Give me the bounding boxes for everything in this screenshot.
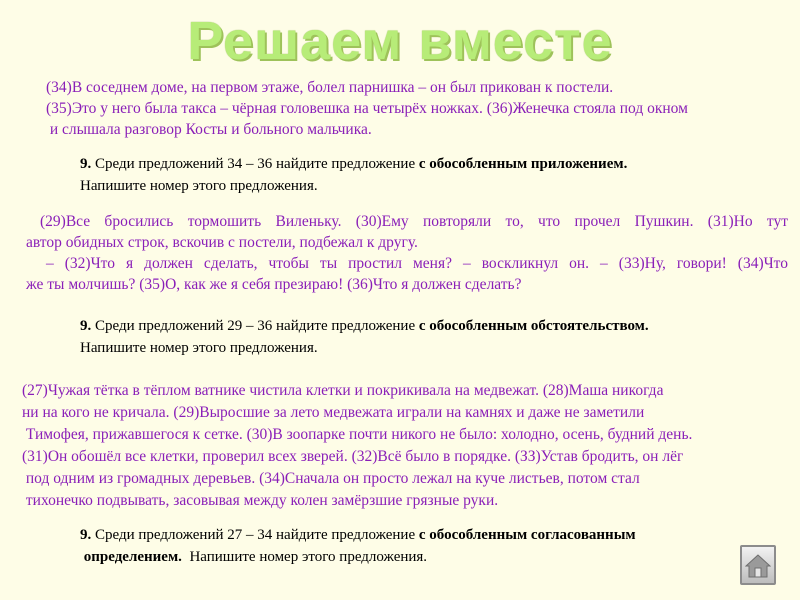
home-button[interactable] xyxy=(740,545,776,585)
task-3-bold: с обособленным согласованным xyxy=(418,527,636,543)
task-2-line-2: Напишите номер этого предложения. xyxy=(80,340,318,356)
excerpt-2-line-2: автор обидных строк, вскочив с постели, подбежал к другу. xyxy=(26,234,418,251)
task-3-number: 9. xyxy=(80,527,92,543)
excerpt-3-line-3: Тимофея, прижавшегося к сетке. (30)В зоопарке почти никого не было: холодно, осень, будний день. xyxy=(22,426,693,443)
task-1-text: Среди предложений 34 – 36 найдите предложение xyxy=(91,156,419,172)
excerpt-3-line-2: ни на кого не кричала. (29)Выросшие за лето медвежата играли на камнях и даже не заметили xyxy=(22,404,645,421)
task-1 xyxy=(80,153,627,175)
excerpt-2-line-3: – (32)Что я должен сделать, чтобы ты простил меня? – воскликнул он. – (33)Ну, говори! (34)Что xyxy=(46,255,788,272)
excerpt-3-line-4: (31)Он обошёл все клетки, проверил всех зверей. (32)Всё было в порядке. (ЗЗ)Устав бродить, он лёг xyxy=(22,448,684,465)
home-icon xyxy=(745,553,771,579)
task-2-number: 9. xyxy=(80,318,92,334)
task-1-bold: с обособленным приложением. xyxy=(418,156,628,172)
excerpt-2-line-4: же ты молчишь? (35)О, как же я себя презираю! (36)Что я должен сделать? xyxy=(26,276,522,293)
task-1-number: 9. xyxy=(80,156,92,172)
excerpt-3-line-5: под одним из громадных деревьев. (34)Сначала он просто лежал на куче листьев, потом стал xyxy=(22,470,640,487)
task-2-text: Среди предложений 29 – 36 найдите предложение xyxy=(91,318,419,334)
task-3-text: Среди предложений 27 – 34 найдите предложение xyxy=(91,527,419,543)
excerpt-2-line-1: (29)Все бросились тормошить Виленьку. (30)Ему повторяли то, что прочел Пушкин. (31)Но тут xyxy=(40,213,788,230)
task-3-line-2-text: Напишите номер этого предложения. xyxy=(181,549,428,565)
excerpt-2 xyxy=(26,211,788,295)
excerpt-3-line-6: тихонечко подвывать, засовывая между колен замёрзшие грязные руки. xyxy=(22,492,499,509)
excerpt-1-line-2: (35)Это у него была такса – чёрная головешка на четырёх ножках. (36)Женечка стояла под окном xyxy=(46,100,688,117)
task-1-line-2: Напишите номер этого предложения. xyxy=(80,178,318,194)
task-2-bold: с обособленным обстоятельством. xyxy=(418,318,649,334)
task-3 xyxy=(80,524,636,546)
excerpt-1-line-3: и слышала разговор Косты и больного мальчика. xyxy=(46,121,372,138)
task-3-line-2-bold: определением. xyxy=(80,549,182,565)
page-title: Решаем вместе xyxy=(187,11,613,71)
excerpt-3-line-1: (27)Чужая тётка в тёплом ватнике чистила клетки и покрикивала на медвежат. (28)Маша никогда xyxy=(22,382,664,399)
task-3-line-2 xyxy=(80,546,427,568)
excerpt-1-line-1: (34)В соседнем доме, на первом этаже, болел парнишка – он был прикован к постели. xyxy=(46,79,614,96)
task-2 xyxy=(80,315,649,337)
